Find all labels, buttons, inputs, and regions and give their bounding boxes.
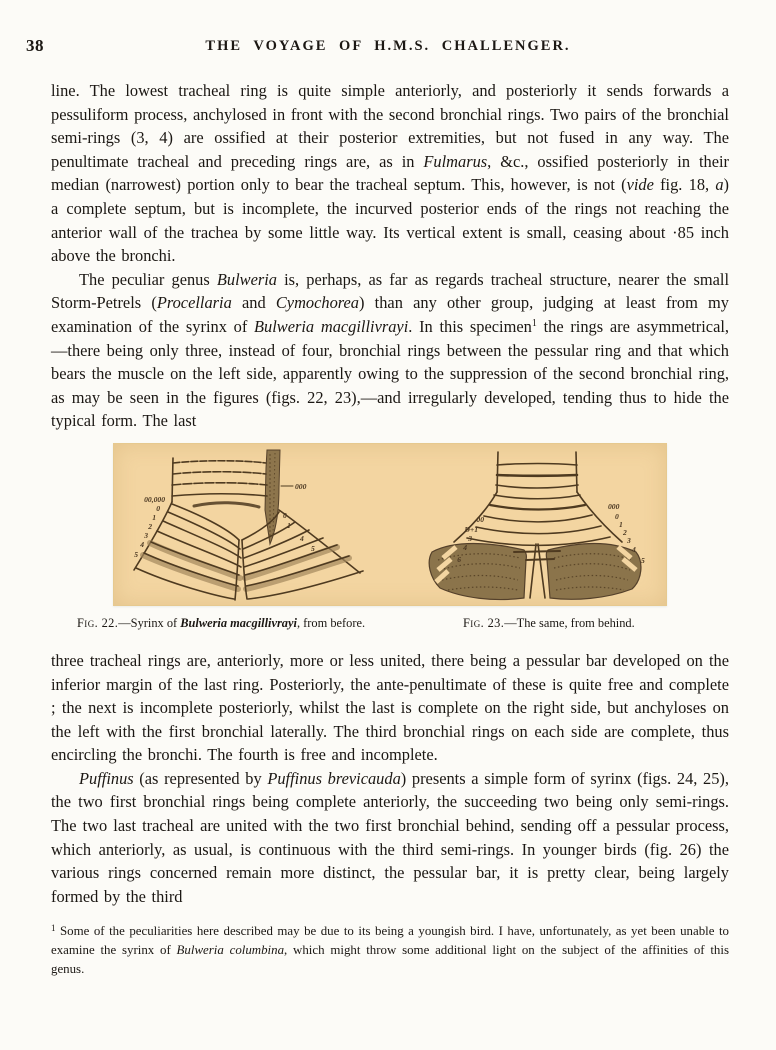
fig23-engraving [414, 448, 660, 601]
paragraph-2: The peculiar genus Bulweria is, perhaps, as far as regards tracheal structure, nearer the small Storm-Petrels (Procellaria and Cymochorea) than any other group, judging at least from my examination of the syrinx of Bulweria macgillivrayi. In this specimen$^1$ the rings are asymmetrical,—there being only three, instead of four, bronchial rings between the pessular ring and that which bears the muscle on the left side, apparently owing to the suppression of the second bronchial ring, as may be seen in the figures (figs. 22, 23),—and irregularly developed, tending thus to hide the typical form. The last [51, 269, 730, 431]
ring-label: 3 [144, 530, 148, 540]
running-title: THE VOYAGE OF H.M.S. CHALLENGER. [205, 38, 571, 54]
fig22-engraving-lines [134, 458, 363, 600]
ring-label: 2 [148, 521, 152, 531]
ring-label: 3 [468, 533, 472, 543]
paragraph-3: three tracheal rings are, anteriorly, more or less united, there being a pessular bar developed on the inferior margin of the last ring. Posteriorly, the ante-penultimate of these is quite free and complete ; the next is incomplete posteriorly, whilst the last is complete on the right side, but anchyloses on the left with the first bronchial laterally. The third bronchial rings on each side are complete, thus encircling the bronchi. The fourth is free and incomplete. [51, 650, 729, 765]
page-number: 38 [26, 36, 44, 55]
ring-label: 000 [608, 501, 620, 511]
ring-label: 0 [283, 510, 287, 520]
ring-label: 5 [311, 543, 315, 553]
figure-plate [113, 443, 667, 606]
ring-label: 1 [152, 512, 156, 522]
ring-label: 000 [295, 481, 307, 491]
ring-label: 4 [300, 533, 304, 543]
ring-label: 5 [641, 555, 645, 565]
paragraph-1: line. The lowest tracheal ring is quite simple anteriorly, and posteriorly it sends forwards a pessuliform process, anchylosed in front with the second bronchial rings. Two pairs of the bronchial semi-rings (3, 4) are ossified at their posterior extremities, but not fused in any way. The penultimate tracheal and preceding rings are, as in Fulmarus, &c., ossified posteriorly in their median (narrowest) portion only to bear the tracheal septum. This, however, is not (vide fig. 18, a) a complete septum, but is incomplete, the incurved posterior ends of the rings not reaching the anterior wall of the trachea by some little way. Its vertical extent is small, ceasing about ·85 inch above the bronchi. [51, 81, 730, 266]
ring-label: 4 [632, 544, 636, 554]
ring-label: 4 [140, 539, 144, 549]
fig22-engraving [126, 448, 398, 601]
footnote: $^1$ Some of the peculiarities here described may be due to its being a youngish bird. I have, unfortunately, as yet been unable to examine the syrinx of Bulweria columbina, which might throw some additional light on the subject of the affinities of this genus. [51, 923, 729, 977]
ring-label: 0 [156, 503, 160, 513]
ring-label: 00,000 [144, 494, 165, 504]
ring-label: 5 [134, 549, 138, 559]
ring-label: 6 [457, 554, 461, 564]
ring-label: 0 [615, 511, 619, 521]
page-body [51, 79, 729, 979]
fig22-muscle-band [265, 450, 280, 544]
ring-label: 00 [476, 514, 484, 524]
fig23-caption: Fig. 23.—The same, from behind. [463, 615, 635, 630]
ring-label: 1 [287, 520, 291, 530]
ring-label: 2 [623, 527, 627, 537]
ring-label: 4 [463, 542, 467, 552]
ring-label: 3 [627, 535, 631, 545]
paragraph-4: Puffinus (as represented by Puffinus brevicauda) presents a simple form of syrinx (figs. 24, 25), the two first bronchial rings being complete anteriorly, the succeeding two being only semi-rings. The two last tracheal are united with the two first bronchial behind, sending off a pessular process, which anteriorly, as usual, is continuous with the third semi-rings. In younger birds (fig. 26) the various rings concerned remain more distinct, the pessular bar, it is pretty clear, being largely formed by the third [51, 768, 729, 906]
figure-captions [51, 613, 729, 634]
fig22-caption: Fig. 22.—Syrinx of Bulweria macgillivrayi, from before. [77, 615, 366, 630]
ring-label: D+1 [464, 524, 478, 534]
ring-label: 1 [619, 519, 623, 529]
